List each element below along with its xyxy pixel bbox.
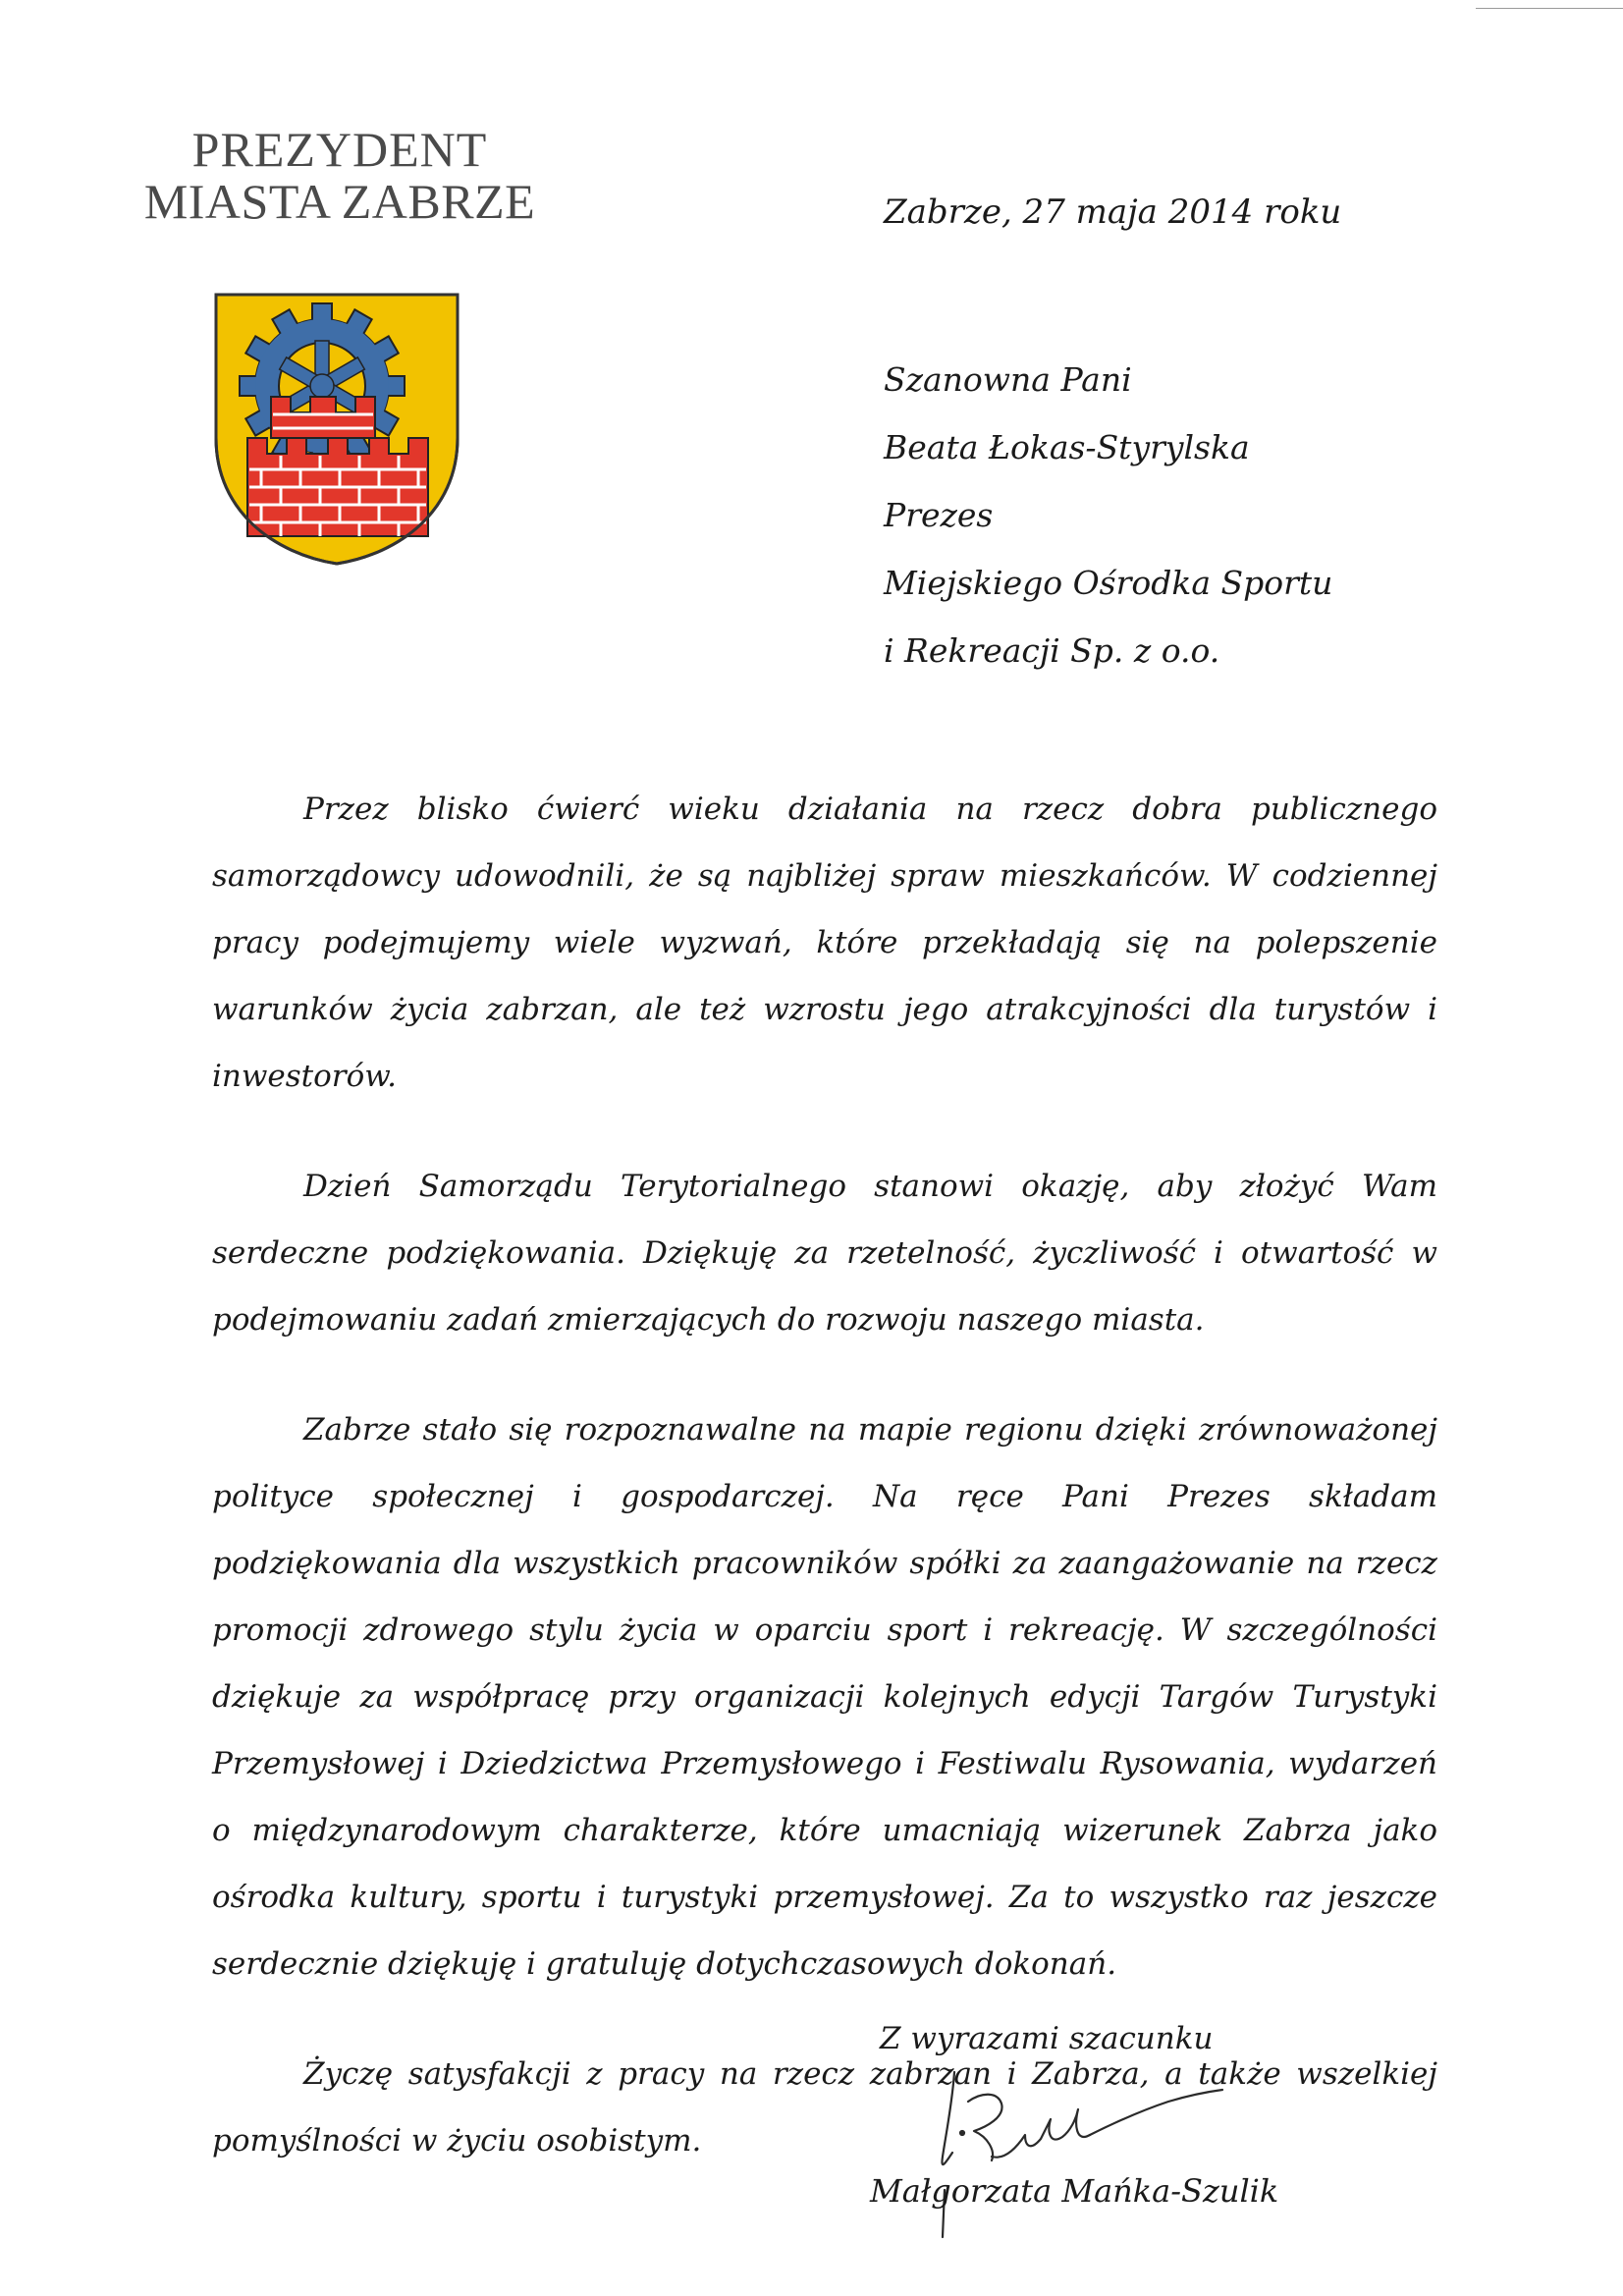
- signer-name: Małgorzata Mańka-Szulik: [870, 2172, 1279, 2210]
- letter-body: [212, 776, 1437, 2217]
- addressee-block: [884, 346, 1332, 684]
- zabrze-coat-of-arms-icon: [212, 291, 461, 568]
- letter-date: Zabrze, 27 maja 2014 roku: [884, 192, 1342, 232]
- letterhead-title: PREZYDENT: [191, 122, 488, 177]
- addressee-position: Prezes: [884, 496, 994, 534]
- closing-phrase: Z wyrazami szacunku: [880, 2021, 1214, 2056]
- addressee-organization-line2: i Rekreacji Sp. z o.o.: [884, 631, 1220, 670]
- body-paragraph-3: Zabrze stało się rozpoznawalne na mapie regionu dzięki zrównoważonej polityce społecznej i gospodarczej. Na ręce Pani Prezes składam podziękowania dla wszystkich pracowników spółki za zaangażowanie na rzecz promocji zdrowego stylu życia w oparciu sport i rekreację. W szczególności dziękuje za współpracę przy organizacji kolejnych edycji Targów Turystyki Przemysłowej i Dziedzictwa Przemysłowego i Festiwalu Rysowania, wydarzeń o międzynarodowym charakterze, które umacniają wizerunek Zabrza jako ośrodka kultury, sportu i turystyki przemysłowej. Za to wszystko raz jeszcze serdecznie dziękuję i gratuluję dotychczasowych dokonań.: [212, 1412, 1437, 1982]
- body-paragraph-4: Życzę satysfakcji z pracy na rzecz zabrzan i Zabrza, a także wszelkiej pomyślności w życiu osobistym.: [212, 2056, 1437, 2159]
- addressee-name: Beata Łokas-Styrylska: [884, 428, 1250, 466]
- scan-edge-line: [1476, 8, 1623, 9]
- body-paragraph-1: Przez blisko ćwierć wieku działania na rzecz dobra publicznego samorządowcy udowodnili, że są najbliżej spraw mieszkańców. W codziennej pracy podejmujemy wiele wyzwań, które przekładają się na polepszenie warunków życia zabrzan, ale też wzrostu jego atrakcyjności dla turystów i inwestorów.: [212, 792, 1437, 1094]
- letterhead: [134, 124, 546, 227]
- body-paragraph-2: Dzień Samorządu Terytorialnego stanowi okazję, aby złożyć Wam serdeczne podziękowania. Dziękuję za rzetelność, życzliwość i otwartość w podejmowaniu zadań zmierzających do rozwoju naszego miasta.: [212, 1169, 1437, 1338]
- addressee-salutation: Szanowna Pani: [884, 360, 1132, 399]
- addressee-organization-line1: Miejskiego Ośrodka Sportu: [884, 564, 1333, 602]
- handwritten-signature-icon: [923, 2062, 1257, 2249]
- letterhead-city: MIASTA ZABRZE: [143, 173, 536, 229]
